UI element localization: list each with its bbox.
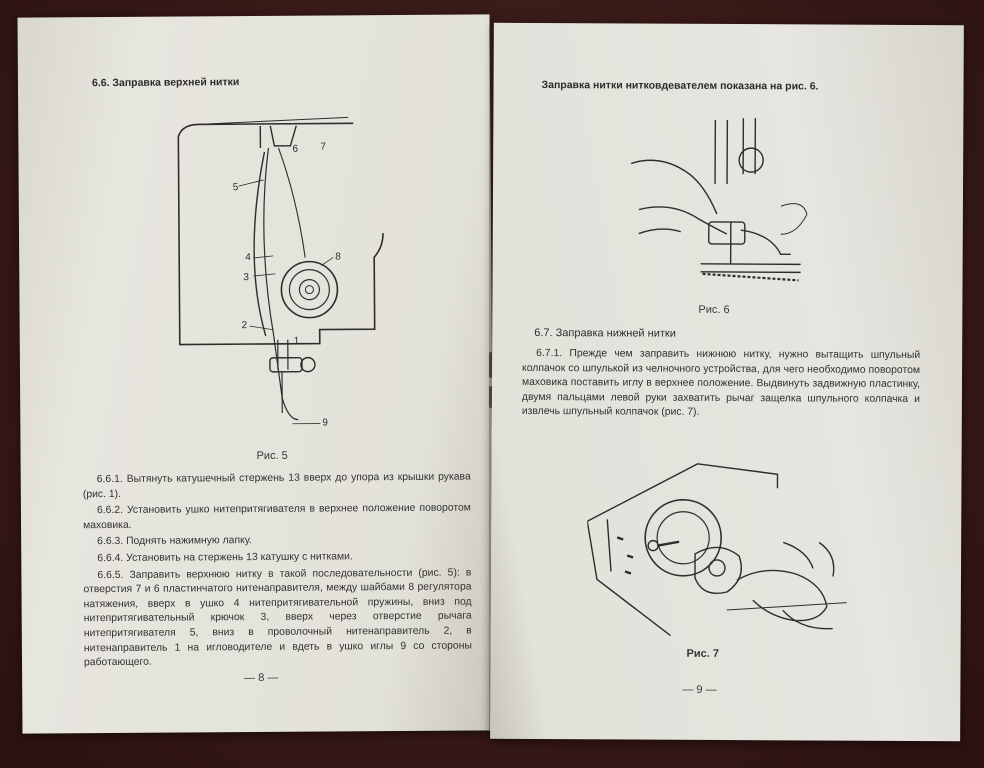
hand-fingers: [737, 570, 827, 621]
paragraph-6-6-2: 6.6.2. Установить ушко нитепритягивателя в верхнее положение поворотом маховика.: [83, 502, 471, 531]
figure-5-illustration: [168, 107, 430, 429]
fig5-label-3: 3: [243, 272, 249, 284]
fig5-label-9: 9: [322, 417, 328, 429]
right-page: [490, 23, 964, 741]
right-page-body: [522, 347, 920, 424]
page-number-8: — 8 —: [244, 671, 279, 685]
left-page: [18, 14, 495, 733]
fig5-label-5: 5: [232, 182, 239, 194]
thread-path: [263, 148, 298, 420]
fig5-label-1: 1: [293, 335, 300, 347]
figure-5-caption: Рис. 5: [256, 449, 288, 462]
paragraph-6-6-5: 6.6.5. Заправить верхнюю нитку в такой последовательности (рис. 5): в отверстия 7 и 6 пластинчатого нитенаправителя, между шайбами 8 регулятора натяжения, вверх в ушко 4 нитепритягивательной пружины, вниз под нитепритягивательный крючок 3, вверх через отверстие рычага нитепритягивателя 5, вниз в проволочный нитенаправитель 2, в нитенаправитель 1 на игловодителе и вдеть в ушко иглы 9 со стороны работающего.: [83, 567, 472, 669]
section-heading-6-7: 6.7. Заправка нижней нитки: [534, 326, 676, 340]
figure-6-illustration: [631, 113, 812, 284]
page-number-9: — 9 —: [682, 683, 717, 696]
needle-clamp: [270, 358, 302, 372]
figure-7-illustration: [587, 459, 848, 636]
section-heading-6-6: 6.6. Заправка верхней нитки: [91, 76, 240, 90]
fig5-label-8: 8: [335, 251, 341, 263]
fig5-label-7: 7: [320, 141, 327, 153]
presser-foot: [709, 222, 745, 244]
threader-heading: Заправка нитки нитковдевателем показана на рис. 6.: [541, 79, 819, 93]
machine-bed-outline: [587, 463, 777, 522]
fig5-label-4: 4: [245, 252, 251, 264]
fig5-label-6: 6: [292, 143, 299, 155]
paragraph-6-6-1: 6.6.1. Вытянуть катушечный стержень 13 вверх до упора из крышки рукава (рис. 1).: [82, 471, 471, 500]
fig5-label-2: 2: [241, 320, 248, 332]
paragraph-6-7-1: 6.7.1. Прежде чем заправить нижнюю нитку, нужно вытащить шпульный колпачок со шпулькой из челночного устройства, для чего необходимо поворотом маховика поставить иглу в верхнее положение. Выдвинуть задвижную пластинку, двумя пальцами левой руки захватить рычаг защелка шпульного колпачка и извлечь шпульный колпачок (рис. 7).: [521, 348, 921, 419]
paragraph-6-6-4: 6.6.4. Установить на стержень 13 катушку с нитками.: [97, 551, 353, 565]
left-page-body: [83, 471, 472, 673]
figure-7-caption: Рис. 7: [686, 647, 720, 660]
machine-head-outline: [178, 135, 383, 344]
figure-6-caption: Рис. 6: [698, 303, 730, 317]
paragraph-6-6-3: 6.6.3. Поднять нажимную лапку.: [97, 535, 252, 548]
